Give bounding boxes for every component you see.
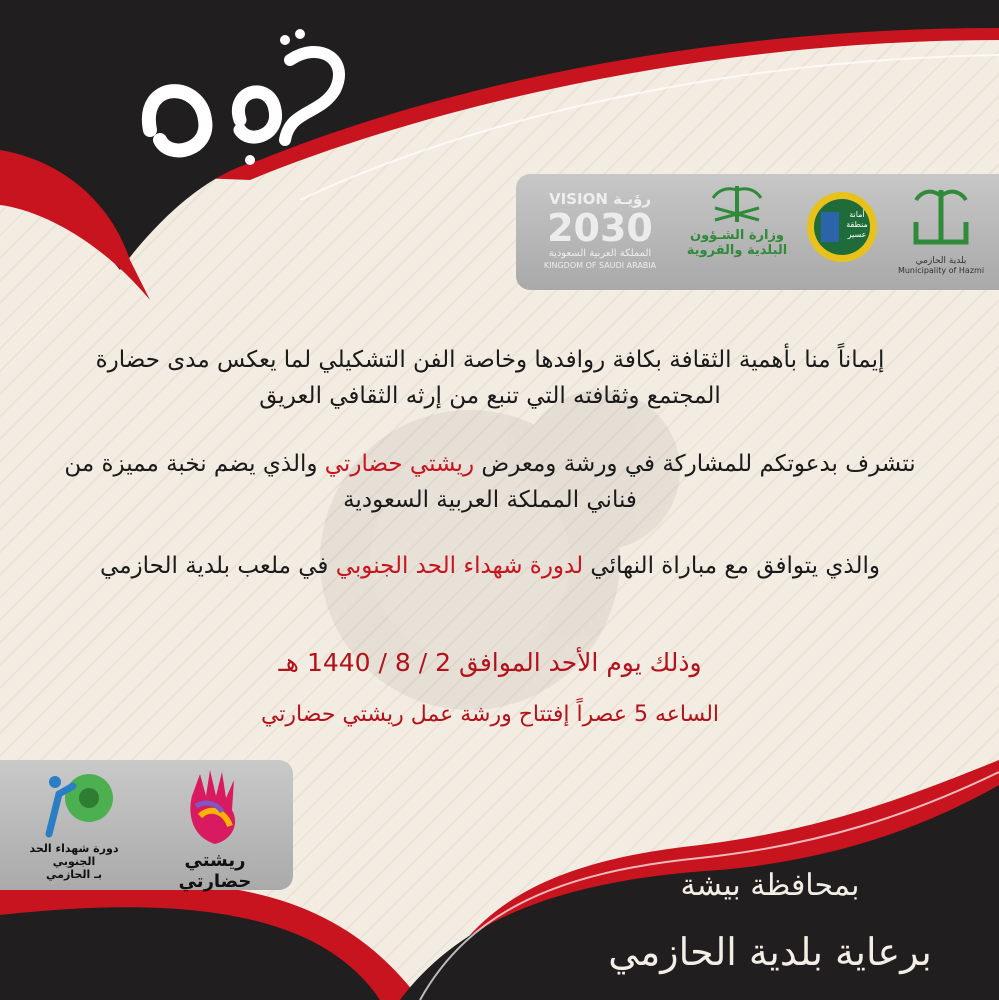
- paragraph-invite: نتشرف بدعوتكم للمشاركة في ورشة ومعرض ريشتي حضارتي والذي يضم نخبة مميزة من فناني المملكة العربية السعودية: [64, 451, 916, 513]
- workshop-logo: ريشتي حضارتي: [150, 766, 280, 892]
- event-date: وذلك يوم الأحد الموافق 2 / 8 / 1440 هـ: [278, 648, 702, 677]
- sponsor-logos-panel: [516, 174, 999, 290]
- ministry-municipal-logo: وزارة الشـؤون البلدية والقروية: [682, 182, 792, 282]
- workshop-name-highlight: ريشتي حضارتي: [324, 451, 475, 477]
- footer-location: بمحافظة بيشة: [680, 868, 860, 903]
- colorful-hand-icon: [170, 766, 260, 846]
- tournament-logo: دورة شهداء الحد الجنوبي بـ الحازمي: [14, 764, 134, 881]
- event-logos-panel: [0, 760, 293, 890]
- paragraph-match: والذي يتوافق مع مباراة النهائي لدورة شهداء الحد الجنوبي في ملعب بلدية الحازمي: [100, 553, 880, 579]
- asir-municipality-logo: أمانة منطقة عسير: [802, 182, 882, 282]
- calligraphy-shapes: [110, 20, 370, 180]
- paragraph-intro: إيماناً منا بأهمية الثقافة بكافة روافدها وخاصة الفن التشكيلي لما يعكس مدى حضارة المجتمع وثقافته التي تنبع من إرثه الثقافي العريق: [95, 347, 885, 409]
- football-player-icon: [29, 764, 119, 838]
- tournament-name-highlight: لدورة شهداء الحد الجنوبي: [335, 553, 584, 579]
- palm-swords-icon: [707, 182, 767, 224]
- vision-2030-logo: VISION رؤيـة 2030 المملكة العربية السعودية KINGDOM OF SAUDI ARABIA: [543, 190, 657, 270]
- hazmi-municipality-logo: بلدية الحازمي Municipality of Hazmi: [896, 182, 986, 282]
- event-time: الساعه 5 عصراً إفتتاح ورشة عمل ريشتي حضارتي: [260, 702, 720, 727]
- footer-sponsor: برعاية بلدية الحازمي: [608, 930, 932, 974]
- invitation-title-calligraphy: [110, 20, 370, 180]
- hazmi-emblem-icon: [906, 182, 976, 252]
